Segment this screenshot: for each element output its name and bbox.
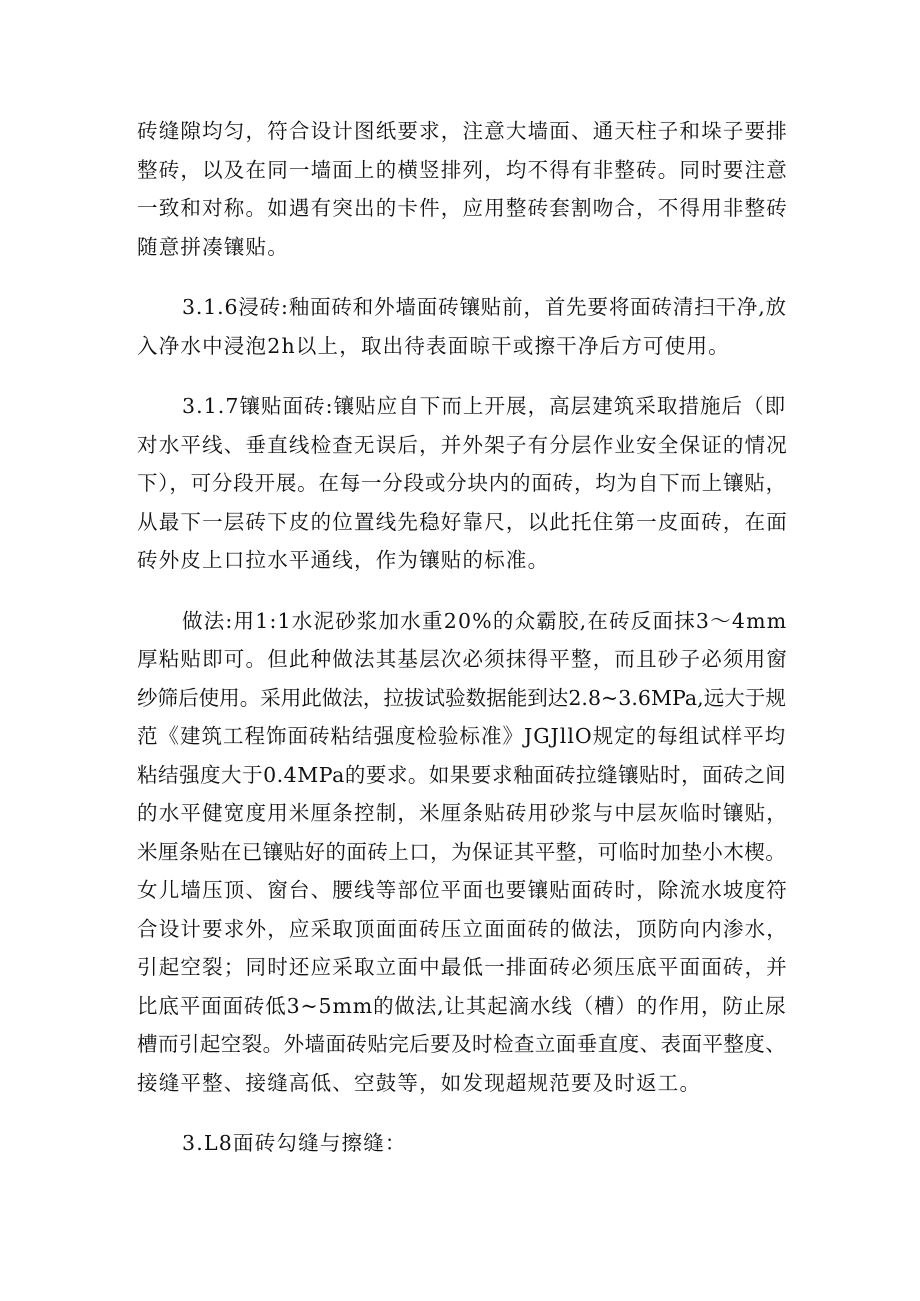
document-body [137,112,788,1163]
text-line: 合设计要求外，应采取顶面面砖压立面面砖的做法，顶防向内渗水， [137,916,788,941]
text-line: 做法:用1:1水泥砂浆加水重20%的众霸胶,在砖反面抹3～4mm [182,608,788,633]
text-line: 比底平面面砖低3~5mm的做法,让其起滴水线（槽）的作用，防止尿 [137,993,787,1018]
text-line: 范《建筑工程饰面砖粘结强度检验标准》JGJllO规定的每组试样平均 [137,724,787,748]
paragraph [137,387,788,580]
text-line: 入净水中浸泡2h以上，取出待表面晾干或擦干净后方可使用。 [137,333,730,358]
text-line: 砖缝隙均匀，符合设计图纸要求，注意大墙面、通天柱子和垛子要排 [137,119,788,143]
text-line: 3.1.7镶贴面砖:镶贴应自下而上开展，高层建筑采取措施后（即 [182,394,787,418]
text-line: 粘结强度大于0.4MPa的要求。如果要求釉面砖拉缝镶贴时，面砖之间 [137,762,787,787]
text-line: 从最下一层砖下皮的位置线先稳好靠尺，以此托住第一皮面砖，在面 [137,509,788,534]
text-line: 3.1.6浸砖:釉面砖和外墙面砖镶贴前，首先要将面砖清扫干净,放 [182,295,787,319]
text-line: 厚粘贴即可。但此种做法其基层次必须抹得平整，而且砂子必须用窗 [137,647,788,671]
text-line: 的水平健宽度用米厘条控制，米厘条贴砖用砂浆与中层灰临时镶贴， [137,801,788,825]
text-line: 引起空裂；同时还应采取立面中最低一排面砖必须压底平面面砖，并 [137,955,788,979]
text-line: 女儿墙压顶、窗台、腰线等部位平面也要镶贴面砖时，除流水坡度符 [137,878,788,902]
paragraph [137,602,788,1103]
text-line: 随意拼凑镶贴。 [137,234,289,259]
text-line: 纱筛后使用。采用此做法，拉拔试验数据能到达2.8~3.6MPa,远大于规 [137,685,786,710]
text-line: 米厘条贴在已镶贴好的面砖上口，为保证其平整，可临时加垫小木楔。 [137,839,787,864]
text-line: 3.L8面砖勾缝与擦缝： [182,1131,407,1155]
paragraph [137,288,788,365]
paragraph [137,1124,788,1163]
text-line: 整砖，以及在同一墙面上的横竖排列，均不得有非整砖。同时要注意 [137,157,788,182]
text-line: 槽而引起空裂。外墙面砖贴完后要及时检查立面垂直度、表面平整度、 [137,1032,787,1056]
text-line: 接缝平整、接缝高低、空鼓等，如发现超规范要及时返工。 [137,1070,702,1095]
paragraph [137,112,788,266]
text-line: 下），可分段开展。在每一分段或分块内的面砖，均为自下而上镶贴， [137,471,787,495]
text-line: 一致和对称。如遇有突出的卡件，应用整砖套割吻合，不得用非整砖 [137,196,788,220]
text-line: 砖外皮上口拉水平通线，作为镶贴的标准。 [137,548,550,572]
text-line: 对水平线、垂直线检查无误后，并外架子有分层作业安全保证的情况 [137,432,788,457]
